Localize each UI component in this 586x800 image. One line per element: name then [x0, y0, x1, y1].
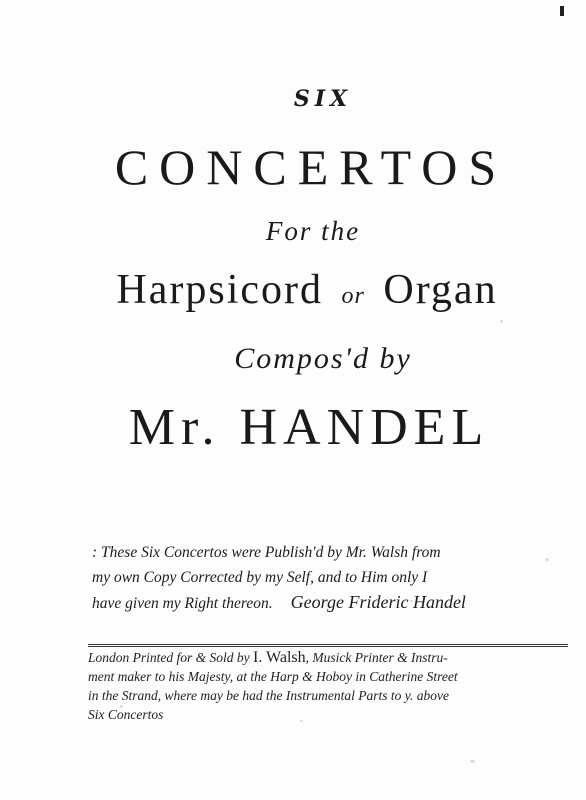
- heading-instruments: [14, 266, 586, 314]
- paper-speck: [300, 720, 303, 722]
- divider-rule: [88, 644, 568, 645]
- imprint-printed-for: London Printed for & Sold by: [88, 650, 250, 665]
- imprint-line-4: Six Concertos: [88, 707, 164, 722]
- instrument-organ: Organ: [383, 267, 498, 313]
- instrument-harpsicord: Harpsicord: [116, 267, 324, 313]
- paper-speck: [470, 760, 475, 763]
- imprint-line-3: in the Strand, where may be had the Instrumental Parts to y. above: [88, 688, 449, 703]
- composer-surname: HANDEL: [239, 399, 490, 456]
- handel-authorization-note: [92, 540, 564, 616]
- heading-concertos: CONCERTOS: [114, 139, 508, 195]
- paper-speck: [410, 600, 413, 602]
- imprint-line-1: [88, 648, 572, 667]
- note-line-3: [92, 590, 564, 616]
- paper-speck: [545, 558, 549, 561]
- paper-speck: [500, 320, 503, 323]
- imprint-publisher-name: I. Walsh: [253, 649, 306, 666]
- paper-speck: [120, 705, 123, 708]
- imprint-line-2: ment maker to his Majesty, at the Harp & Hoboy in Catherine Street: [88, 669, 458, 684]
- page-edge-mark: [560, 6, 564, 16]
- note-line-1: : These Six Concertos were Publish'd by Mr. Walsh from: [92, 544, 441, 561]
- heading-six: SIX: [293, 86, 353, 112]
- divider-rule-second: [88, 646, 568, 647]
- handel-signature: George Frideric Handel: [290, 592, 466, 612]
- composer-title: Mr.: [128, 399, 221, 456]
- heading-for-the: For the: [265, 216, 361, 246]
- note-line-3-text: have given my Right thereon.: [92, 595, 273, 612]
- note-line-2: my own Copy Corrected by my Self, and to Him only I: [92, 569, 428, 586]
- imprint-publisher-title: , Musick Printer & Instru-: [305, 650, 448, 665]
- composer-name: [16, 398, 586, 457]
- heading-composd-by: Compos'd by: [234, 342, 412, 375]
- instrument-or: or: [341, 283, 365, 309]
- publisher-imprint: [88, 648, 572, 724]
